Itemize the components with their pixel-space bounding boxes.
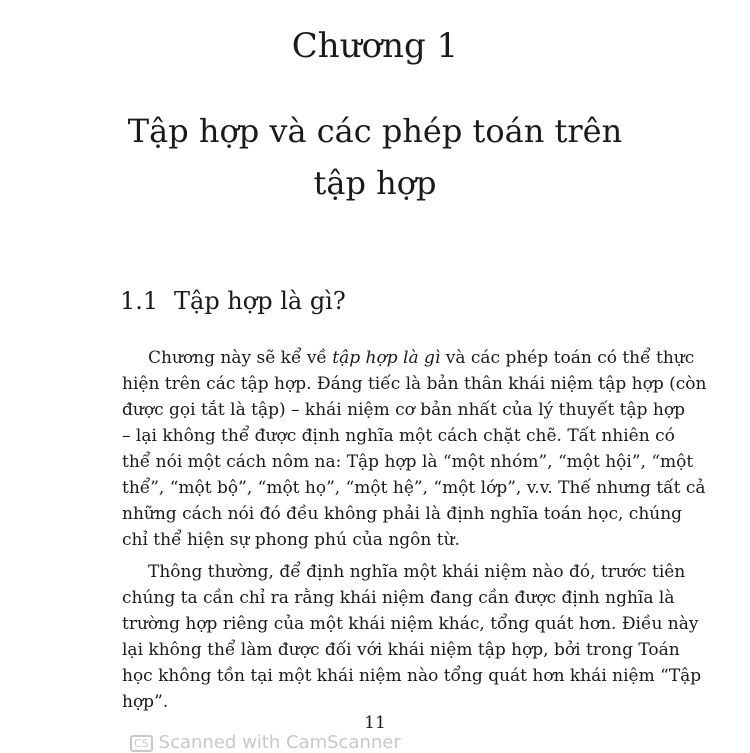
paragraph-line: lại không thể làm được đối với khái niệm tập hợp, bởi trong Toán (122, 640, 680, 660)
text-run: và các phép toán có thể thực (440, 348, 695, 368)
paragraph-line: – lại không thể được định nghĩa một cách chặt chẽ. Tất nhiên có (122, 426, 675, 446)
section-number: 1.1 (120, 287, 159, 315)
paragraph-line: hiện trên các tập hợp. Đáng tiếc là bản thân khái niệm tập hợp (còn (122, 374, 707, 394)
chapter-heading: Chương 1 (291, 26, 459, 66)
scanner-watermark (130, 734, 401, 752)
paragraph-line: học không tồn tại một khái niệm nào tổng quát hơn khái niệm “Tập (122, 666, 702, 686)
camscanner-logo-icon: CS (130, 735, 153, 752)
text-run: Chương này sẽ kể về (148, 348, 333, 368)
italic-text: tập hợp là gì (332, 348, 441, 368)
chapter-title-line: Tập hợp và các phép toán trên (127, 112, 623, 150)
section-heading (120, 287, 346, 315)
paragraph-line: những cách nói đó đều không phải là định nghĩa toán học, chúng (122, 504, 683, 524)
watermark-text: Scanned with CamScanner (158, 732, 401, 753)
paragraph-line: được gọi tắt là tập) – khái niệm cơ bản nhất của lý thuyết tập hợp (122, 400, 685, 420)
paragraph-line: thể nói một cách nôm na: Tập hợp là “một nhóm”, “một hội”, “một (122, 452, 694, 472)
section-title: Tập hợp là gì? (174, 287, 346, 315)
paragraph-line: hợp”. (122, 692, 169, 712)
paragraph-line: trường hợp riêng của một khái niệm khác, tổng quát hơn. Điều này (122, 614, 699, 634)
paragraph-line: Thông thường, để định nghĩa một khái niệm nào đó, trước tiên (148, 562, 686, 582)
paragraph-line (122, 348, 695, 368)
chapter-title-line: tập hợp (313, 164, 437, 202)
paragraph-line: thể”, “một bộ”, “một họ”, “một hệ”, “một lớp”, v.v. Thế nhưng tất cả (122, 478, 706, 498)
paragraph-line: chỉ thể hiện sự phong phú của ngôn từ. (122, 530, 460, 550)
page-number: 11 (364, 713, 386, 733)
paragraph-line: chúng ta cần chỉ ra rằng khái niệm đang cần được định nghĩa là (122, 588, 675, 608)
